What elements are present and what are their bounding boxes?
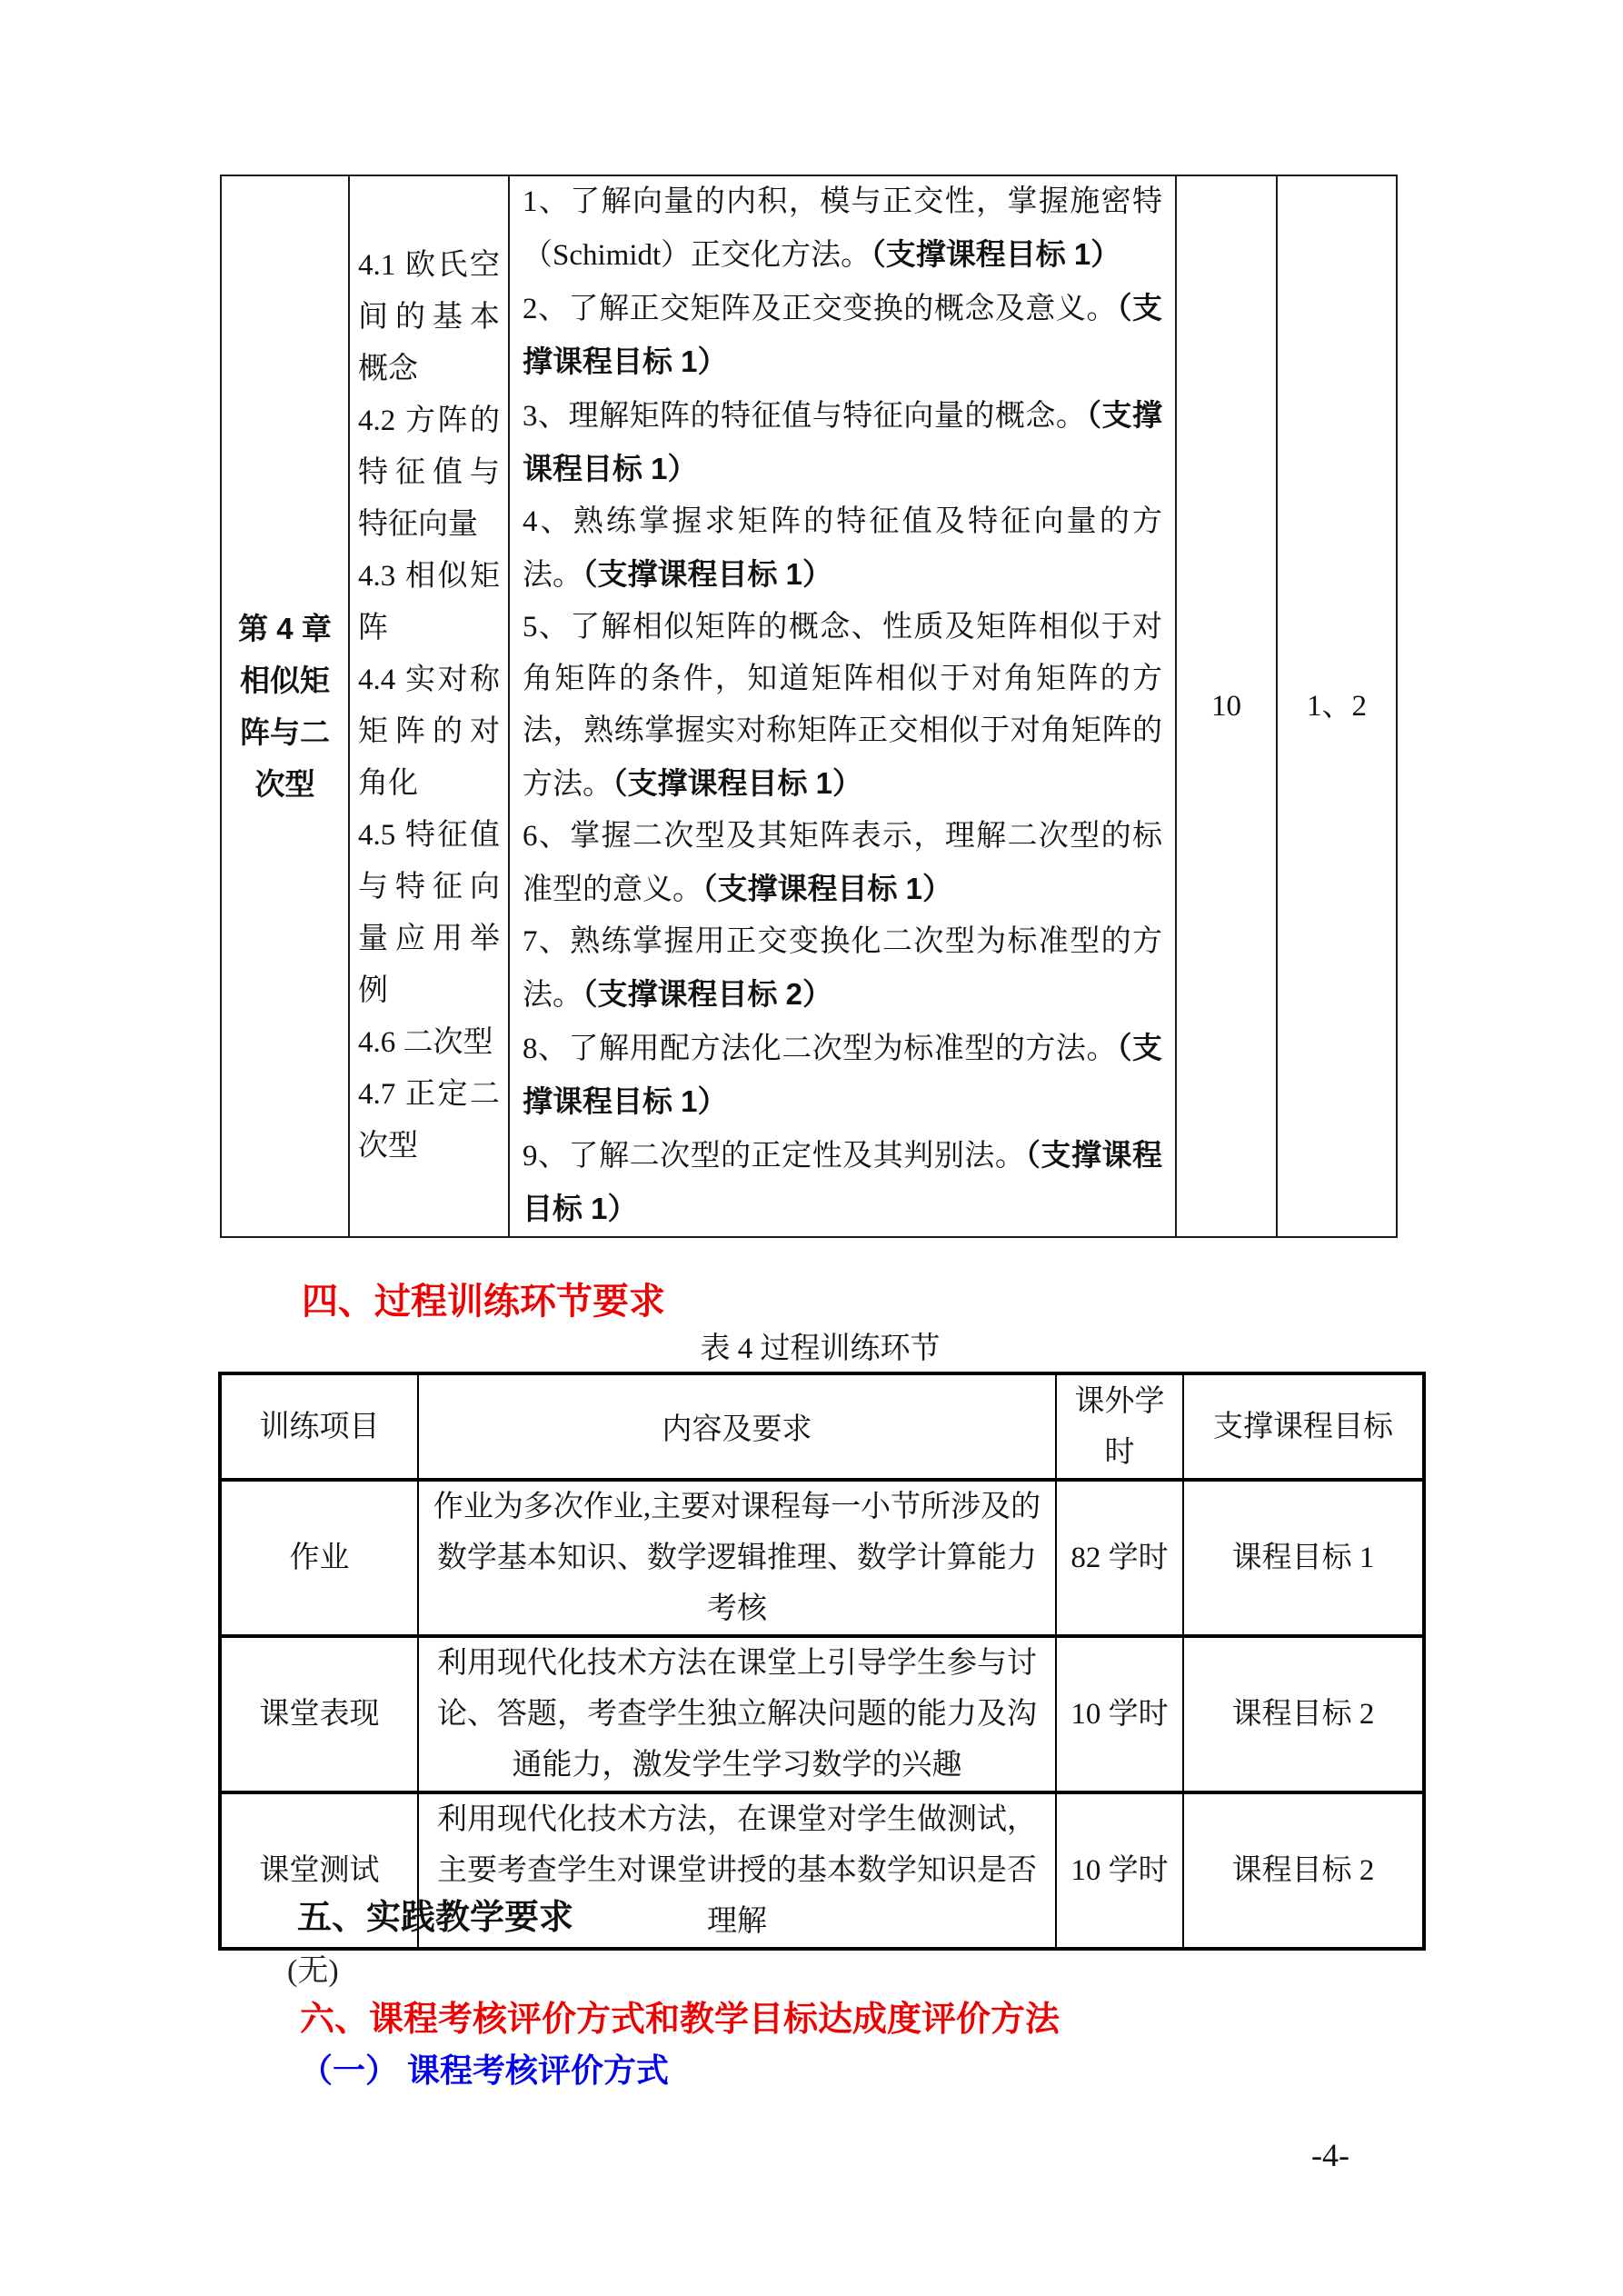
objective-support-tag: （支撑课程目标 2） [582, 977, 833, 1011]
chapter-section-item: 4.3 相似矩阵 [358, 560, 500, 644]
chapter-objective-item [523, 176, 1162, 282]
objective-support-tag: （支撑课程目标 1） [612, 766, 863, 800]
training-table-header-row [220, 1373, 1424, 1480]
chapter-section-item: 4.4 实对称矩阵的对角化 [358, 664, 500, 800]
objective-support-tag: （支撑课程目标 1） [582, 557, 833, 591]
objective-text: 3、理解矩阵的特征值与特征向量的概念。 [523, 400, 1087, 433]
objective-text: 6、掌握二次型及其矩阵表示，理解二次型的标准型的意义。 [523, 820, 1162, 906]
objective-support-tag: （支撑课程目标 1） [871, 237, 1121, 271]
header-extracurricular-hours: 课外学时 [1056, 1373, 1183, 1480]
training-table-row [220, 1636, 1424, 1792]
page-number: -4- [1311, 2137, 1349, 2173]
training-hours-cell: 10 学时 [1056, 1792, 1183, 1949]
training-item-cell: 课堂测试 [220, 1792, 418, 1949]
chapter-objective-item [523, 811, 1162, 916]
chapter-objective-item [523, 1129, 1162, 1236]
training-table-body [220, 1480, 1424, 1949]
header-content-requirements: 内容及要求 [418, 1373, 1056, 1480]
header-training-item: 训练项目 [220, 1373, 418, 1480]
chapter-row [221, 175, 1397, 1237]
training-content-cell: 利用现代化技术方法在课堂上引导学生参与讨论、答题，考查学生独立解决问题的能力及沟通能力，激发学生学习数学的兴趣 [418, 1636, 1056, 1792]
objective-support-tag: （支撑课程目标 1） [523, 291, 1163, 378]
training-item-cell: 课堂表现 [220, 1636, 418, 1792]
chapter-objective-item [523, 1022, 1162, 1129]
chapter-section-item: 4.6 二次型 [358, 1026, 493, 1059]
chapter-title-cell: 第 4 章相似矩阵与二次型 [221, 175, 349, 1237]
chapter-hours-cell: 10 [1176, 175, 1277, 1237]
training-hours-cell: 10 学时 [1056, 1636, 1183, 1792]
objective-support-tag: （支撑课程目标 1） [523, 1031, 1163, 1118]
chapter-section-item: 4.2 方阵的特征值与特征向量 [358, 404, 500, 541]
training-goal-cell: 课程目标 2 [1183, 1636, 1424, 1792]
chapter-goals-cell: 1、2 [1277, 175, 1397, 1237]
training-hours-cell: 82 学时 [1056, 1480, 1183, 1636]
training-item-cell: 作业 [220, 1480, 418, 1636]
chapter-objective-item [523, 282, 1162, 389]
chapter-section-item: 4.1 欧氏空间的基本概念 [358, 249, 500, 385]
chapter-section-item: 4.5 特征值与特征向量应用举例 [358, 819, 500, 1007]
objective-support-tag: （支撑课程目标 1） [523, 398, 1163, 485]
objective-text: 5、了解相似矩阵的概念、性质及矩阵相似于对角矩阵的条件，知道矩阵相似于对角矩阵的方法，熟练掌握实对称矩阵正交相似于对角矩阵的方法。 [523, 611, 1162, 801]
chapter-objective-item [523, 389, 1162, 496]
objective-support-tag: （支撑课程目标 1） [702, 872, 953, 905]
objective-text: 4、熟练掌握求矩阵的特征值及特征向量的方法。 [523, 505, 1162, 592]
objective-text: 9、了解二次型的正定性及其判别法。 [523, 1140, 1026, 1173]
section-heading-process-training: 四、过程训练环节要求 [302, 1282, 665, 1322]
chapter-content-table [220, 175, 1398, 1238]
training-table [218, 1372, 1426, 1951]
section-heading-practice-teaching: 五、实践教学要求 [297, 1899, 574, 1937]
training-content-cell: 作业为多次作业,主要对课程每一小节所涉及的数学基本知识、数学逻辑推理、数学计算能力考核 [418, 1480, 1056, 1636]
objective-support-tag: （支撑课程目标 1） [523, 1138, 1163, 1225]
objective-text: 1、了解向量的内积，模与正交性，掌握施密特（Schimidt）正交化方法。 [523, 185, 1162, 272]
header-supported-goals: 支撑课程目标 [1183, 1373, 1424, 1480]
chapter-section-item: 4.7 正定二次型 [358, 1078, 500, 1163]
chapter-objective-item [523, 602, 1162, 811]
section-heading-assessment-methods: 六、课程考核评价方式和教学目标达成度评价方法 [300, 2001, 1060, 2039]
subsection-heading-assessment-method-one: （一） 课程考核评价方式 [300, 2051, 670, 2089]
objective-text: 8、了解用配方法化二次型为标准型的方法。 [523, 1033, 1117, 1065]
training-goal-cell: 课程目标 2 [1183, 1792, 1424, 1949]
objective-text: 7、熟练掌握用正交变换化二次型为标准型的方法。 [523, 925, 1162, 1012]
training-goal-cell: 课程目标 1 [1183, 1480, 1424, 1636]
chapter-objective-item [523, 496, 1162, 602]
training-table-row [220, 1480, 1424, 1636]
training-content-cell: 利用现代化技术方法，在课堂对学生做测试，主要考查学生对课堂讲授的基本数学知识是否理解 [418, 1792, 1056, 1949]
chapter-objective-item [523, 916, 1162, 1022]
objective-text: 2、了解正交矩阵及正交变换的概念及意义。 [523, 293, 1117, 325]
chapter-sections-cell [349, 175, 509, 1237]
chapter-objectives-cell [509, 175, 1176, 1237]
practice-teaching-none-note: (无) [287, 1954, 339, 1988]
training-table-caption: 表 4 过程训练环节 [700, 1333, 941, 1365]
